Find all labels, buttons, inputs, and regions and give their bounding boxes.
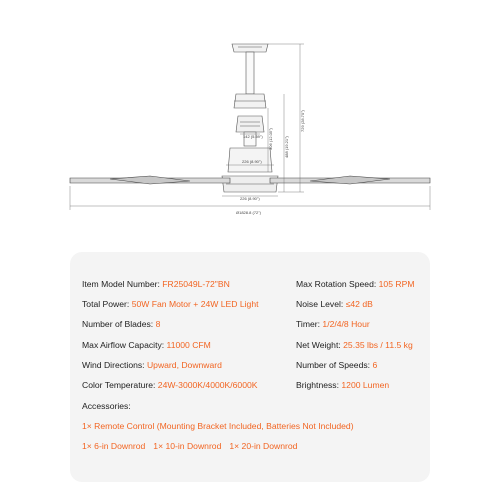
spec-label: Color Temperature: [82, 380, 158, 390]
spec-label: Max Rotation Speed: [296, 279, 379, 289]
accessory-remote-control: 1× Remote Control (Mounting Bracket Included, Batteries Not Included) [82, 421, 354, 431]
spec-label: Item Model Number: [82, 279, 163, 289]
canopy-width-label: 226 (8.90") [242, 159, 262, 164]
accessories-heading: Accessories: [82, 401, 131, 411]
spec-value: 11000 CFM [166, 340, 211, 350]
blade-span-label: Ø1828.8 (72") [236, 210, 261, 215]
spec-label: Total Power: [82, 299, 132, 309]
spec-label: Max Airflow Capacity: [82, 340, 167, 350]
spec-timer [296, 318, 370, 330]
spec-wind-directions [82, 359, 222, 371]
downrod [246, 52, 254, 94]
spec-label: Number of Blades: [82, 319, 156, 329]
spec-value: FR25049L-72"BN [162, 279, 230, 289]
spec-label: Brightness: [296, 380, 342, 390]
motor-housing [236, 116, 264, 132]
spec-label: Timer: [296, 319, 323, 329]
spec-value: 8 [155, 319, 161, 329]
body-height-label: 306 (12.05") [268, 128, 273, 150]
spec-color-temperature [82, 379, 258, 391]
spec-value: 6 [372, 360, 378, 370]
spec-brightness [296, 379, 389, 391]
spec-value: 1/2/4/8 Hour [322, 319, 370, 329]
total-length-label: 488 (19.21") [284, 136, 289, 158]
light-width-label: 226 (8.90") [240, 196, 260, 201]
spec-value: 1200 Lumen [341, 380, 390, 390]
spec-item-model [82, 278, 230, 290]
spec-noise-level [296, 298, 373, 310]
spec-label: Number of Speeds: [296, 360, 373, 370]
spec-max-airflow [82, 339, 211, 351]
accessory-20in-downrod: 1× 20-in Downrod [229, 441, 298, 451]
spec-max-rotation-speed [296, 278, 414, 290]
spec-net-weight [296, 339, 413, 351]
mounting-canopy [232, 44, 268, 52]
accessory-10in-downrod: 1× 10-in Downrod [153, 441, 222, 451]
accessory-6in-downrod: 1× 6-in Downrod [82, 441, 146, 451]
accessory-downrods [82, 440, 297, 452]
spec-value: ≤42 dB [345, 299, 373, 309]
spec-value: 50W Fan Motor + 24W LED Light [131, 299, 259, 309]
spec-total-power [82, 298, 259, 310]
ceiling-fan-dimension-drawing [0, 0, 500, 240]
spec-value: Upward, Downward [146, 360, 222, 370]
spec-number-of-blades [82, 318, 160, 330]
spec-value: 24W-3000K/4000K/6000K [157, 380, 258, 390]
overall-height-label: 729 (28.70") [300, 110, 305, 132]
spec-label: Noise Level: [296, 299, 346, 309]
spec-value: 105 RPM [378, 279, 415, 289]
spec-label: Net Weight: [296, 340, 344, 350]
downrod-label: 142 (5.59") [243, 134, 263, 139]
spec-label: Wind Directions: [82, 360, 147, 370]
spec-number-of-speeds [296, 359, 377, 371]
spec-value: 25.35 lbs / 11.5 kg [343, 340, 413, 350]
